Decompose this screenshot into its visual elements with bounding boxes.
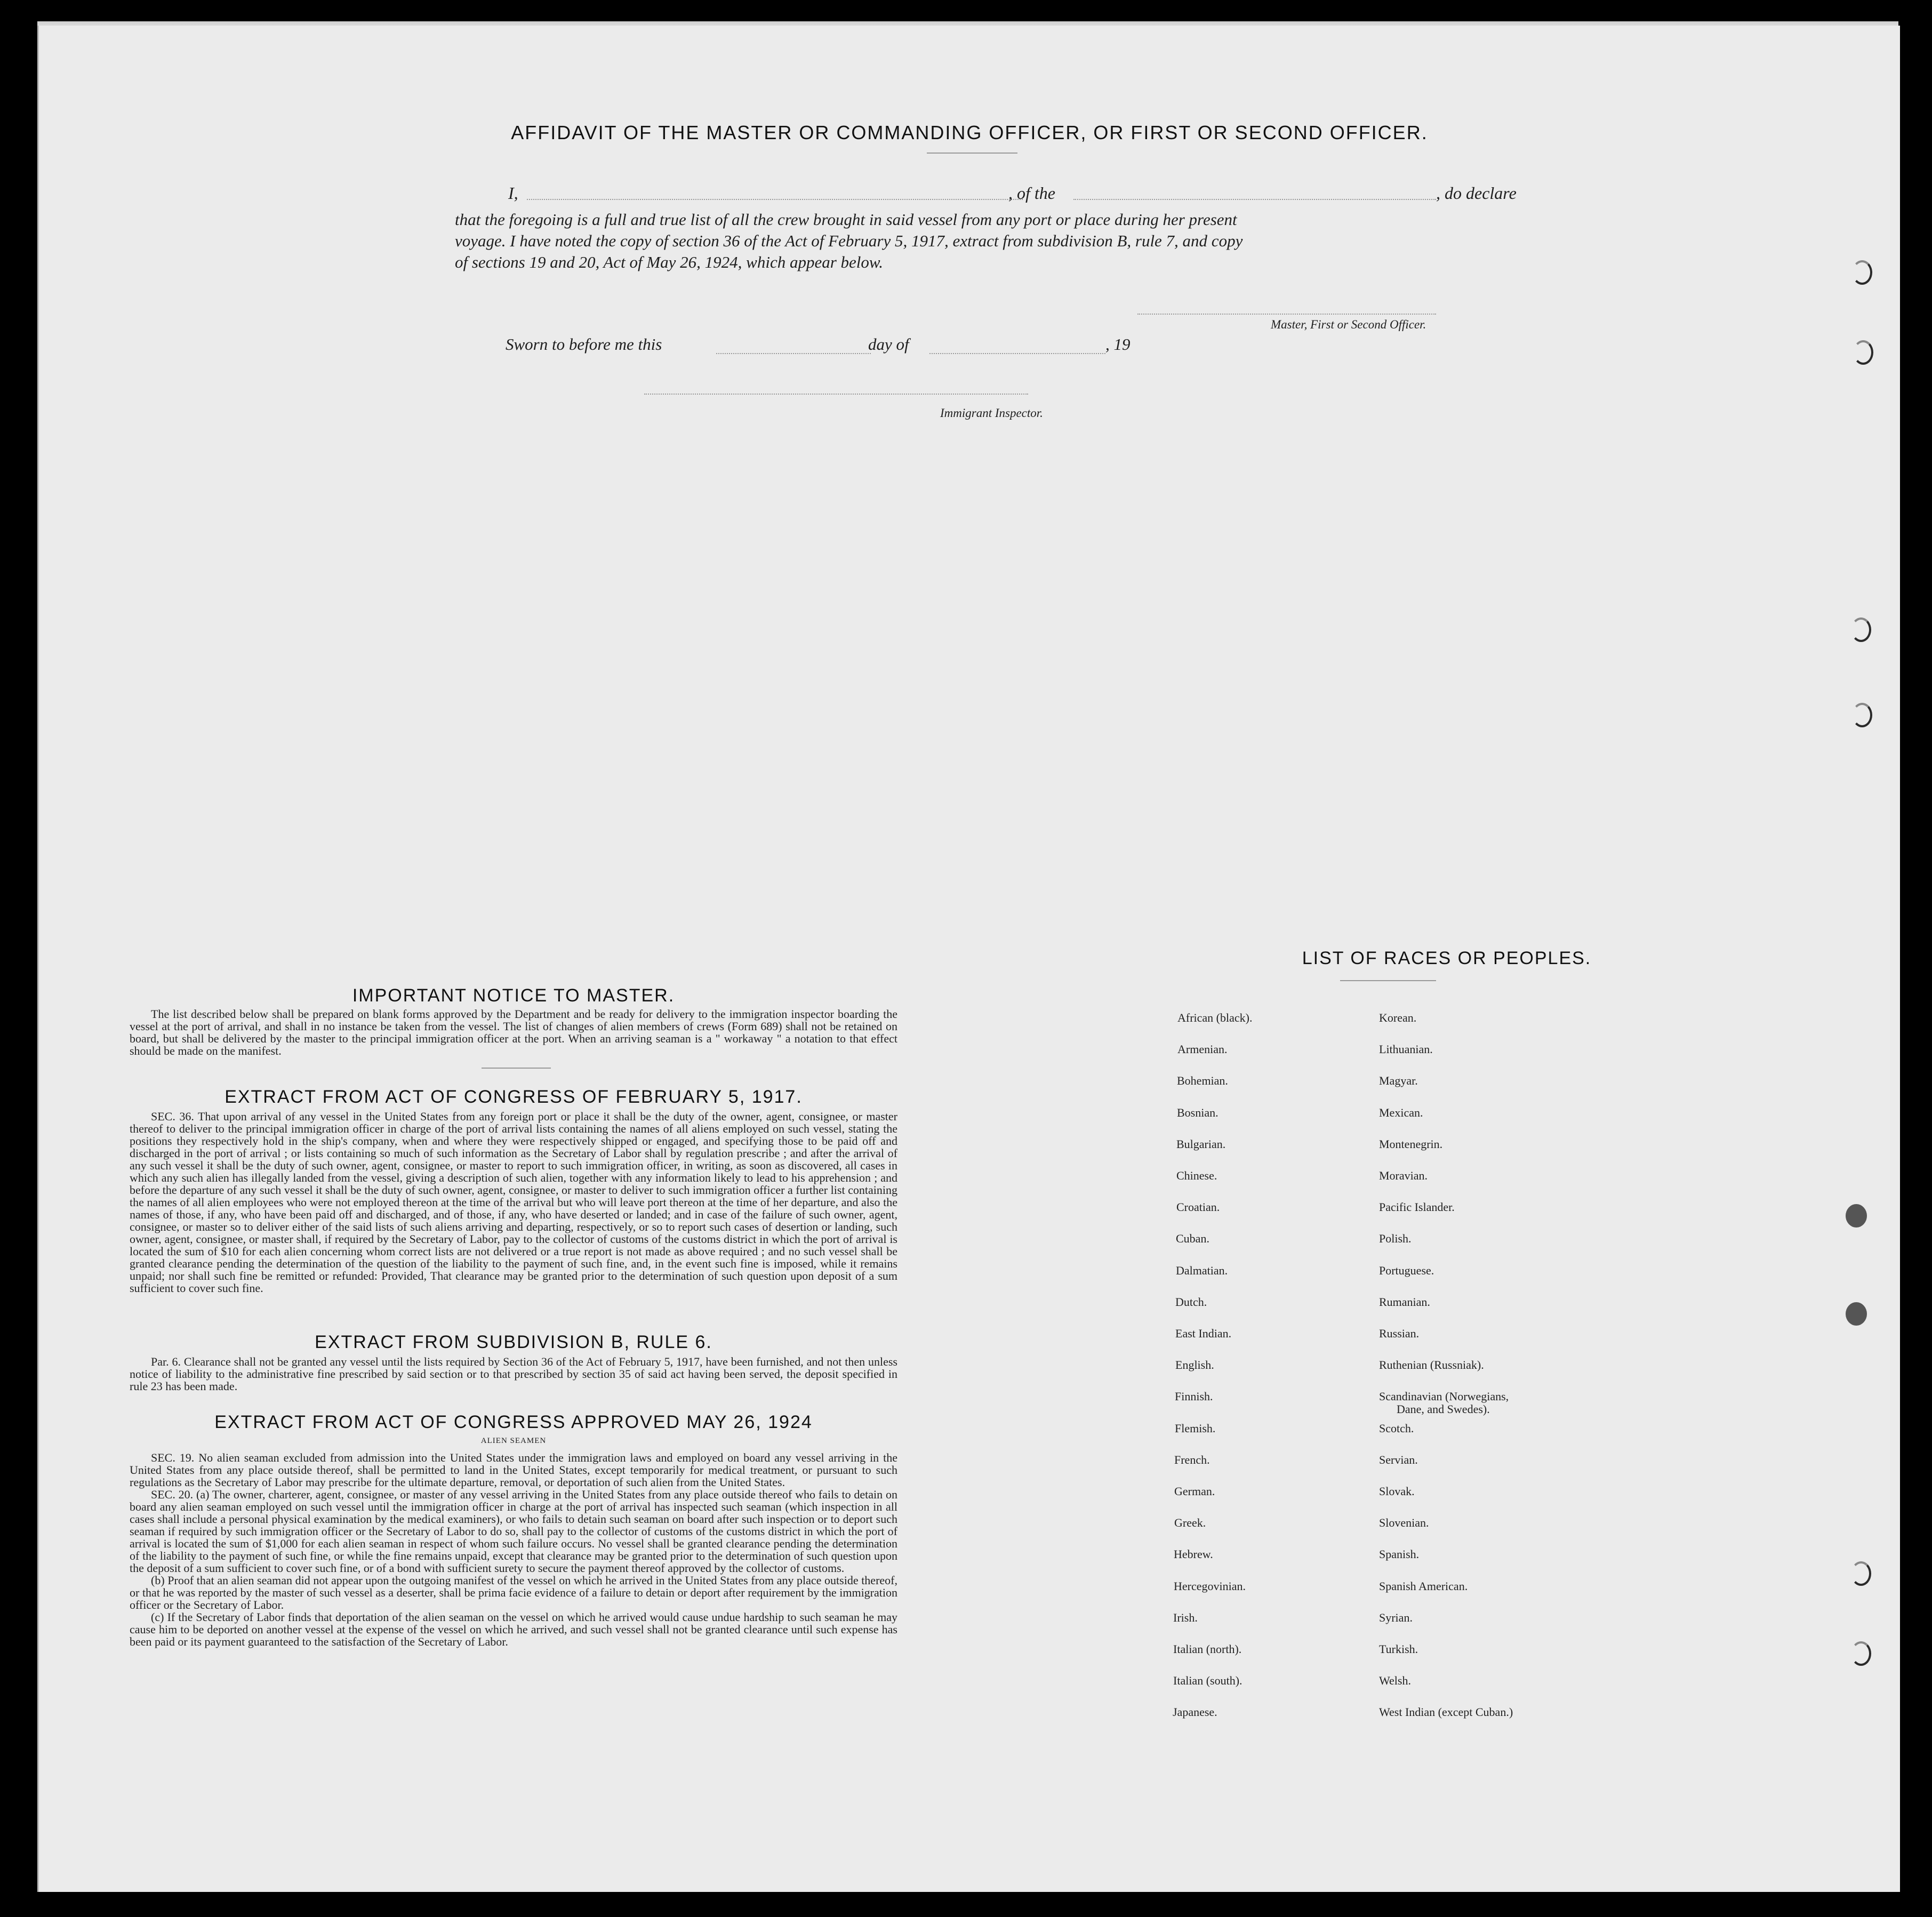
extract-1917-block xyxy=(130,1110,897,1294)
races-divider xyxy=(1340,980,1436,981)
binder-hole xyxy=(1852,260,1872,285)
race-item: Rumanian. xyxy=(1379,1295,1430,1309)
race-item: Syrian. xyxy=(1379,1611,1413,1624)
race-item: Slovak. xyxy=(1379,1485,1415,1498)
binder-hole xyxy=(1851,617,1871,642)
race-item: Bulgarian. xyxy=(1176,1137,1226,1151)
race-item: Servian. xyxy=(1379,1453,1418,1466)
race-item: German. xyxy=(1174,1485,1215,1498)
binder-hole xyxy=(1851,1561,1871,1586)
extract-rule6-title: EXTRACT FROM SUBDIVISION B, RULE 6. xyxy=(315,1332,712,1352)
race-item: Dutch. xyxy=(1175,1295,1207,1309)
binder-hole xyxy=(1851,1641,1871,1666)
sworn-day-of: day of xyxy=(868,335,909,354)
inspector-caption: Immigrant Inspector. xyxy=(940,406,1043,420)
race-item: Dane, and Swedes). xyxy=(1397,1402,1490,1416)
signature-caption: Master, First or Second Officer. xyxy=(1271,318,1426,331)
declaration-line-2: that the foregoing is a full and true list of all the crew brought in said vessel from any port or place during her present xyxy=(455,210,1237,229)
document-page xyxy=(37,26,1900,1892)
extract-1924-sec20b: (b) Proof that an alien seaman did not appear upon the outgoing manifest of the vessel on which he arrived in the United States from any place outside thereof, or that he was reported by the master of such vessel as a deserter, shall be prima facie evidence of a failure to detain or deport after requirement by the immigration officer or the Secretary of Labor. xyxy=(130,1574,897,1611)
race-item: Welsh. xyxy=(1379,1674,1411,1687)
race-item: Mexican. xyxy=(1379,1106,1423,1119)
race-item: Pacific Islander. xyxy=(1379,1200,1455,1214)
race-item: Turkish. xyxy=(1379,1642,1418,1656)
race-item: Flemish. xyxy=(1175,1422,1216,1435)
extract-1924-sec20c: (c) If the Secretary of Labor finds that deportation of the alien seaman on the vessel on which he arrived would cause undue hardship to such seaman he may cause him to be deported on another vessel at the expense of the vessel on which he arrived, and such vessel shall not be granted clearance until such expense has been paid or its payment guaranteed to the satisfaction of the Secretary of Labor. xyxy=(130,1610,897,1648)
race-item: Spanish. xyxy=(1379,1547,1420,1561)
sworn-month-blank[interactable] xyxy=(929,353,1105,354)
race-item: Korean. xyxy=(1379,1011,1417,1024)
race-item: Portuguese. xyxy=(1379,1264,1434,1277)
notice-title: IMPORTANT NOTICE TO MASTER. xyxy=(352,985,675,1006)
extract-1924-sec20a: SEC. 20. (a) The owner, charterer, agent, consignee, or master of any vessel arriving in the United States from any place outside thereof who fails to detain on board any alien seaman employed on such vessel until the immigration officer in charge at the port of arrival has inspected such seaman (which inspection in all cases shall include a personal physical examination by the medical examiners), or who fails to detain such seaman on board after such inspection or to deport such seaman if required by such immigration officer or the Secretary of Labor to do so, shall pay to the collector of customs of the customs district in which the port of arrival is located the sum of $1,000 for each alien seaman in respect of whom such failure occurs. No vessel shall be granted clearance pending the determination of the liability to the payment of such fine, or while the fine remains unpaid, except that clearance may be granted prior to the determination of such question upon the deposit of a sum sufficient to cover such fine, or of a bond with sufficient surety to secure the payment thereof approved by the collector of customs. xyxy=(130,1488,897,1575)
extract-1924-sec19: SEC. 19. No alien seaman excluded from admission into the United States under the immigration laws and employed on board any vessel arriving in the United States from any place outside thereof, shall be permitted to land in the United States, except temporarily for medical treatment, or pursuant to such regulations as the Secretary of Labor may prescribe for the ultimate departure, removal, or deportation of such alien from the United States. xyxy=(130,1451,897,1489)
race-item: Japanese. xyxy=(1173,1705,1217,1719)
race-item: Montenegrin. xyxy=(1379,1137,1443,1151)
vessel-blank[interactable] xyxy=(1073,199,1436,200)
notice-body-block xyxy=(130,1008,897,1057)
binder-hole xyxy=(1852,703,1872,727)
sworn-prefix: Sworn to before me this xyxy=(506,335,662,354)
race-item: Slovenian. xyxy=(1379,1516,1429,1529)
extract-1917-body: SEC. 36. That upon arrival of any vessel in the United States from any foreign port or place it shall be the duty of the owner, agent, consignee, or master thereof to deliver to the principal immigration officer in charge of the port of arrival lists containing the names of all aliens employed on such vessel, stating the positions they respectively hold in the ship's company, when and where they were respectively shipped or engaged, and specifying those to be paid off and discharged in the port of arrival ; or lists containing so much of such information as the Secretary of Labor shall by regulation prescribe ; and after the arrival of any such vessel it shall be the duty of such owner, agent, consignee, or master to report to such immigration officer, in writing, as soon as discovered, all cases in which any such alien has illegally landed from the vessel, giving a description of such alien, together with any information likely to lead to his apprehension ; and before the departure of any such vessel it shall be the duty of such owner, agent, consignee, or master to deliver to such immigration officer a further list containing the names of all alien employees who were not employed thereon at the time of the arrival but who will leave port thereon at the time of her departure, and also the names of those, if any, who have been paid off and discharged, and of those, if any, who have deserted or landed; and in case of the failure of such owner, agent, consignee, or master so to deliver either of the said lists of such aliens arriving and departing, respectively, or so to report such cases of desertion or landing, such owner, agent, consignee, or master shall, if required by the Secretary of Labor, pay to the collector of customs of the customs district in which the port of arrival is located the sum of $10 for each alien concerning whom correct lists are not delivered or a true report is not made as above required ; and no such vessel shall be granted clearance pending the determination of the question of the liability to the payment of such fine, and, in the event such fine is imposed, while it remains unpaid; nor shall such fine be remitted or refunded: Provided, That clearance may be granted prior to the determination of such question upon deposit of a sum sufficient to cover such fine. xyxy=(130,1110,897,1295)
affidavit-of-the: , of the xyxy=(1008,183,1055,203)
race-item: Magyar. xyxy=(1379,1074,1418,1087)
declaration-line-4: of sections 19 and 20, Act of May 26, 1924, which appear below. xyxy=(455,253,884,271)
affidavit-do-declare: , do declare xyxy=(1436,183,1517,203)
extract-1924-subtitle: ALIEN SEAMEN xyxy=(480,1437,547,1445)
extract-1917-title: EXTRACT FROM ACT OF CONGRESS OF FEBRUARY 5, 1917. xyxy=(225,1087,803,1107)
affidavit-i: I, xyxy=(508,183,518,203)
notice-body: The list described below shall be prepared on blank forms approved by the Department and be ready for delivery to the immigration inspector boarding the vessel at the port of arrival, and shall in no instance be taken from the vessel. The list of changes of alien members of crews (Form 689) shall not be retained on board, but shall be delivered by the master to the principal immigration officer at the port. When an arriving seaman is a " workaway " a notation to that effect should be made on the manifest. xyxy=(130,1007,897,1057)
notice-divider xyxy=(482,1068,551,1069)
binder-hole xyxy=(1846,1204,1867,1228)
race-item: Scandinavian (Norwegians, xyxy=(1379,1390,1509,1403)
sworn-day-blank[interactable] xyxy=(716,353,871,354)
race-item: Armenian. xyxy=(1177,1042,1228,1056)
name-blank[interactable] xyxy=(527,199,1023,200)
race-item: French. xyxy=(1174,1453,1210,1466)
race-item: Scotch. xyxy=(1379,1422,1414,1435)
extract-rule6-body: Par. 6. Clearance shall not be granted any vessel until the lists required by Section 36 of the Act of February 5, 1917, have been furnished, and not then unless notice of liability to the administrative fine prescribed by said section or to that prescribed by section 35 of said act having been served, the deposit specified in rule 23 has been made. xyxy=(130,1355,897,1393)
extract-1924-block xyxy=(130,1451,897,1648)
race-item: Spanish American. xyxy=(1379,1579,1468,1593)
races-title: LIST OF RACES OR PEOPLES. xyxy=(1302,948,1592,968)
race-item: Lithuanian. xyxy=(1379,1042,1433,1056)
race-item: Irish. xyxy=(1173,1611,1198,1624)
race-item: Greek. xyxy=(1174,1516,1206,1529)
race-item: English. xyxy=(1175,1358,1214,1371)
sworn-year: , 19 xyxy=(1105,335,1131,354)
extract-rule6-block xyxy=(130,1355,897,1392)
race-item: East Indian. xyxy=(1175,1327,1232,1340)
race-item: Hercegovinian. xyxy=(1174,1579,1246,1593)
inspector-signature-line[interactable] xyxy=(644,394,1028,395)
declaration-line-3: voyage. I have noted the copy of section 36 of the Act of February 5, 1917, extract from subdivision B, rule 7, and copy xyxy=(455,231,1243,250)
race-item: Italian (south). xyxy=(1173,1674,1242,1687)
binder-hole xyxy=(1853,340,1873,365)
race-item: Polish. xyxy=(1379,1232,1412,1245)
race-item: Finnish. xyxy=(1175,1390,1213,1403)
race-item: Dalmatian. xyxy=(1176,1264,1228,1277)
race-item: Croatian. xyxy=(1176,1200,1220,1214)
race-item: African (black). xyxy=(1177,1011,1253,1024)
race-item: Bohemian. xyxy=(1177,1074,1228,1087)
race-item: Cuban. xyxy=(1176,1232,1209,1245)
race-item: Ruthenian (Russniak). xyxy=(1379,1358,1484,1371)
race-item: Hebrew. xyxy=(1174,1547,1213,1561)
binder-hole xyxy=(1846,1302,1867,1326)
signature-line[interactable] xyxy=(1137,314,1436,315)
race-item: Russian. xyxy=(1379,1327,1420,1340)
race-item: Chinese. xyxy=(1176,1169,1217,1182)
race-item: Bosnian. xyxy=(1177,1106,1218,1119)
extract-1924-title: EXTRACT FROM ACT OF CONGRESS APPROVED MAY 26, 1924 xyxy=(214,1412,813,1432)
race-item: Moravian. xyxy=(1379,1169,1428,1182)
title-divider xyxy=(927,153,1017,154)
race-item: Italian (north). xyxy=(1173,1642,1242,1656)
affidavit-title: AFFIDAVIT OF THE MASTER OR COMMANDING OFFICER, OR FIRST OR SECOND OFFICER. xyxy=(511,122,1428,143)
race-item: West Indian (except Cuban.) xyxy=(1379,1705,1513,1719)
